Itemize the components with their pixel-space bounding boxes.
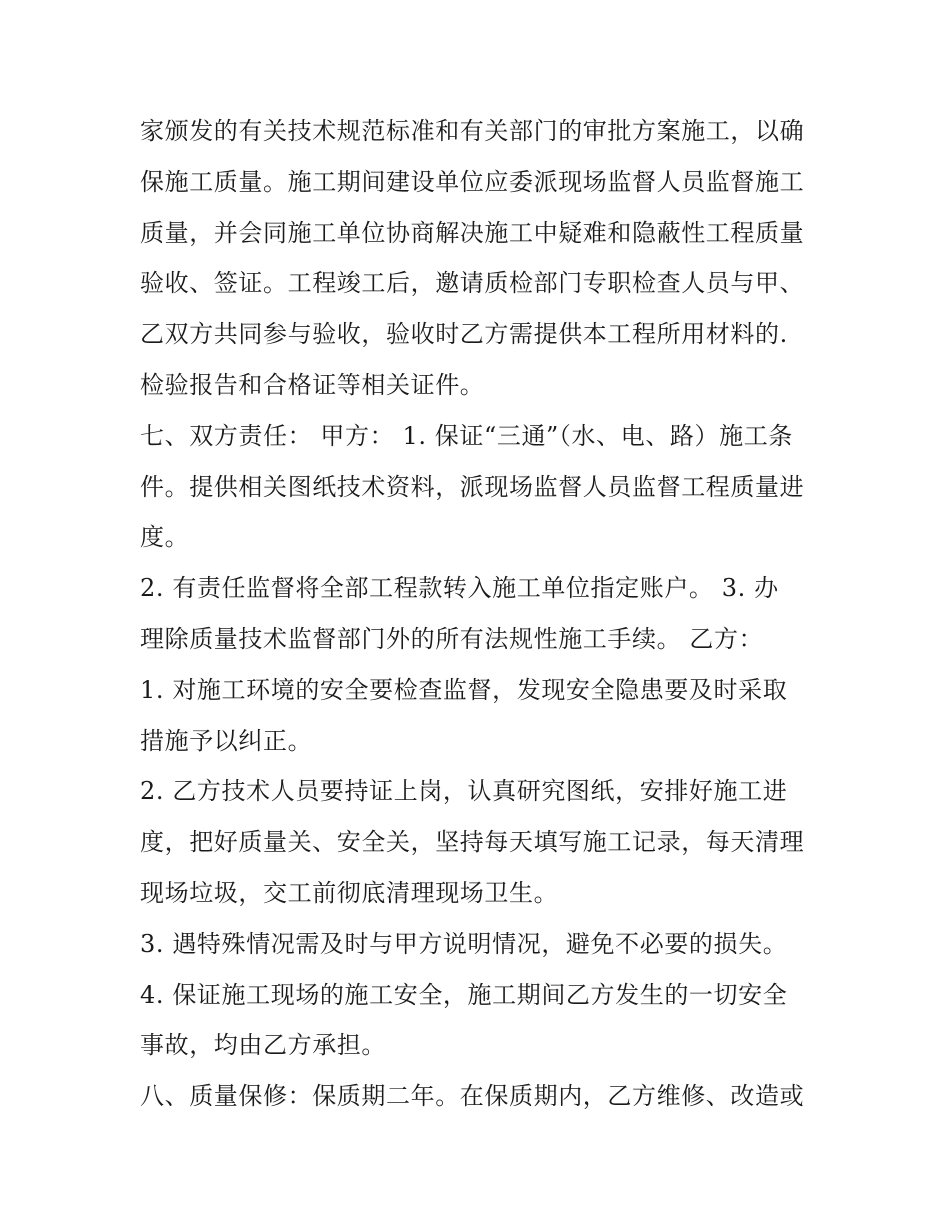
list-item-line: 2. 有责任监督将全部工程款转入施工单位指定账户。 3. 办 [140,574,779,603]
text-line: 质量，并会同施工单位协商解决施工中疑难和隐蔽性工程质量 [140,218,805,247]
section-heading-line: 七、双方责任： 甲方： 1. 保证“三通”（水、电、路）施工条 [140,421,793,450]
list-item-line: 1. 对施工环境的安全要检查监督，发现安全隐患要及时采取 [140,675,788,704]
text-line: 事故，均由乙方承担。 [140,1031,386,1060]
list-item-line: 2. 乙方技术人员要持证上岗，认真研究图纸，安排好施工进 [140,777,788,806]
document-body [140,106,820,1122]
text-line: 验收、签证。工程竣工后，邀请质检部门专职检查人员与甲、 [140,269,805,298]
text-line: 检验报告和合格证等相关证件。 [140,370,485,399]
text-line: 家颁发的有关技术规范标准和有关部门的审批方案施工，以确 [140,117,805,145]
section-heading-line: 八、质量保修：保质期二年。在保质期内，乙方维修、改造或 [140,1082,805,1111]
text-line: 措施予以纠正。 [140,726,313,755]
text-line: 度。 [140,523,190,552]
text-line: 现场垃圾，交工前彻底清理现场卫生。 [140,878,559,907]
text-line: 件。提供相关图纸技术资料，派现场监督人员监督工程质量进 [140,472,805,501]
text-line: 乙双方共同参与验收，验收时乙方需提供本工程所用材料的. [140,320,788,349]
text-line: 保施工质量。施工期间建设单位应委派现场监督人员监督施工 [140,167,805,196]
list-item-line: 3. 遇特殊情况需及时与甲方说明情况，避免不必要的损失。 [140,929,788,958]
list-item-line: 4. 保证施工现场的施工安全，施工期间乙方发生的一切安全 [140,980,788,1009]
text-line: 理除质量技术监督部门外的所有法规性施工手续。 乙方： [140,624,764,653]
text-line: 度，把好质量关、安全关，坚持每天填写施工记录，每天清理 [140,828,805,857]
